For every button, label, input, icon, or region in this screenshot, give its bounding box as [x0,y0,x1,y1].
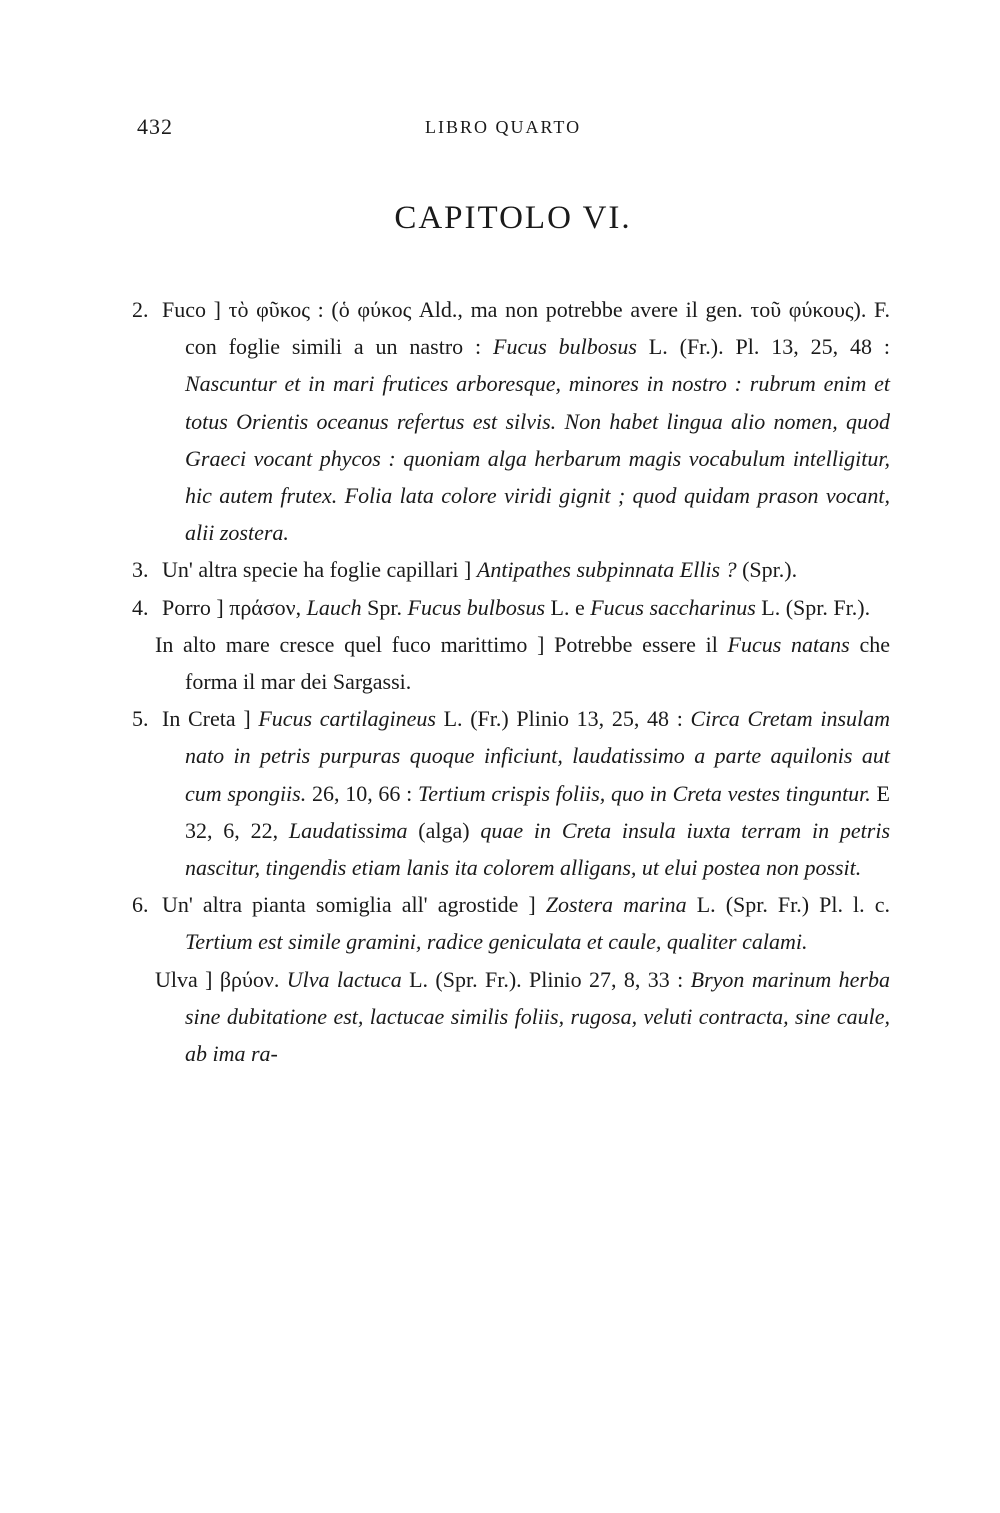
note-number: 3. [132,557,149,583]
note-text: L. (Fr.). Pl. 13, 25, 48 : [636,334,890,360]
note-text: Porro ] πράσον, [162,594,307,620]
note-italic: Fucus bulbosus [407,594,545,620]
note-number: 2. [132,297,149,322]
note-number: 5. [132,706,149,732]
note-lemma: Fuco [162,297,206,322]
note-quotation: Bryon marinum herba sine dubitatione est, lactucae similis foliis, rugosa, veluti contracta, sine caule, ab ima ra- [185,966,890,1067]
notes-list [132,291,890,1072]
page-number: 432 [137,114,173,139]
note-text: 26, 10, 66 : [306,780,418,806]
chapter-title: CAPITOLO VI. [394,200,632,236]
note-6 [132,886,890,960]
note-quotation: Circa Cretam insulam nato in petris purpuras quoque inficiunt, laudatissimo a parte aquilonis aut cum spongiis. [185,706,891,806]
note-4 [132,589,890,626]
note-text: L. (Spr. Fr.) Pl. l. c. [686,892,890,918]
note-italic: Zostera marina [545,892,687,918]
note-italic: Fucus saccharinus [590,594,756,620]
note-number: 6. [132,892,149,918]
note-italic: Laudatissima [288,817,408,843]
note-text: Un' altra specie ha foglie capillari ] [162,557,477,583]
note-italic: Ulva lactuca [286,966,402,992]
note-text: L. (Spr. Fr.). [755,594,871,620]
note-4-continuation [132,626,890,700]
note-2 [132,291,890,551]
note-text: L. (Spr. Fr.). Plinio 27, 8, 33 : [401,966,691,992]
note-text: Spr. [361,594,408,620]
note-6-continuation [132,961,890,1073]
note-number: 4. [132,594,149,620]
running-title: LIBRO QUARTO [425,117,582,137]
note-quotation: Nascuntur et in mari frutices arboresque, minores in nostro : rubrum enim et totus Orientis oceanus refertus est silvis. Non habet lingua alio nomen, quod Graeci vocant phycos : quoniam alga herbarum magis vocabulum intelligitur, hic autem frutex. Folia lata colore viridi gignit ; quod quidam prason vocant, alii zostera. [185,371,890,546]
note-text: In Creta ] [162,706,259,732]
note-italic: Fucus bulbosus [493,334,637,360]
note-quotation: Tertium crispis foliis, quo in Creta vestes tinguntur. [417,780,871,806]
note-text: ] τὸ φῦκος : (ὁ φύκος Ald., ma non potrebbe avere il gen. τοῦ φύκους). F. con foglie simili a un nastro : [185,297,890,360]
note-text: che forma il mar dei Sargassi. [185,631,890,695]
note-italic: Lauch [306,594,362,620]
note-text: (Spr.). [736,557,798,583]
note-quotation: Tertium est simile gramini, radice geniculata et caule, qualiter calami. [185,929,808,955]
note-text: E 32, 6, 22, [185,780,890,843]
note-italic: Antipathes subpinnata Ellis ? [476,557,737,583]
running-head [0,114,1000,144]
note-text: L. (Fr.) Plinio 13, 25, 48 : [435,706,691,732]
note-5 [132,700,890,886]
note-text: Un' altra pianta somiglia all' agrostide ] [162,892,546,918]
note-italic: Fucus natans [727,631,850,657]
note-quotation: quae in Creta insula iuxta terram in petris nascitur, tingendis etiam lanis ita colorem alligans, ut elui postea non possit. [185,817,891,881]
note-italic: Fucus cartilagineus [258,706,436,732]
note-3 [132,551,890,588]
note-text: Ulva ] βρύον. [155,966,287,992]
note-text: In alto mare cresce quel fuco marittimo ] Potrebbe essere il [155,631,728,657]
note-text: L. e [545,594,591,620]
note-text: (alga) [407,817,481,843]
